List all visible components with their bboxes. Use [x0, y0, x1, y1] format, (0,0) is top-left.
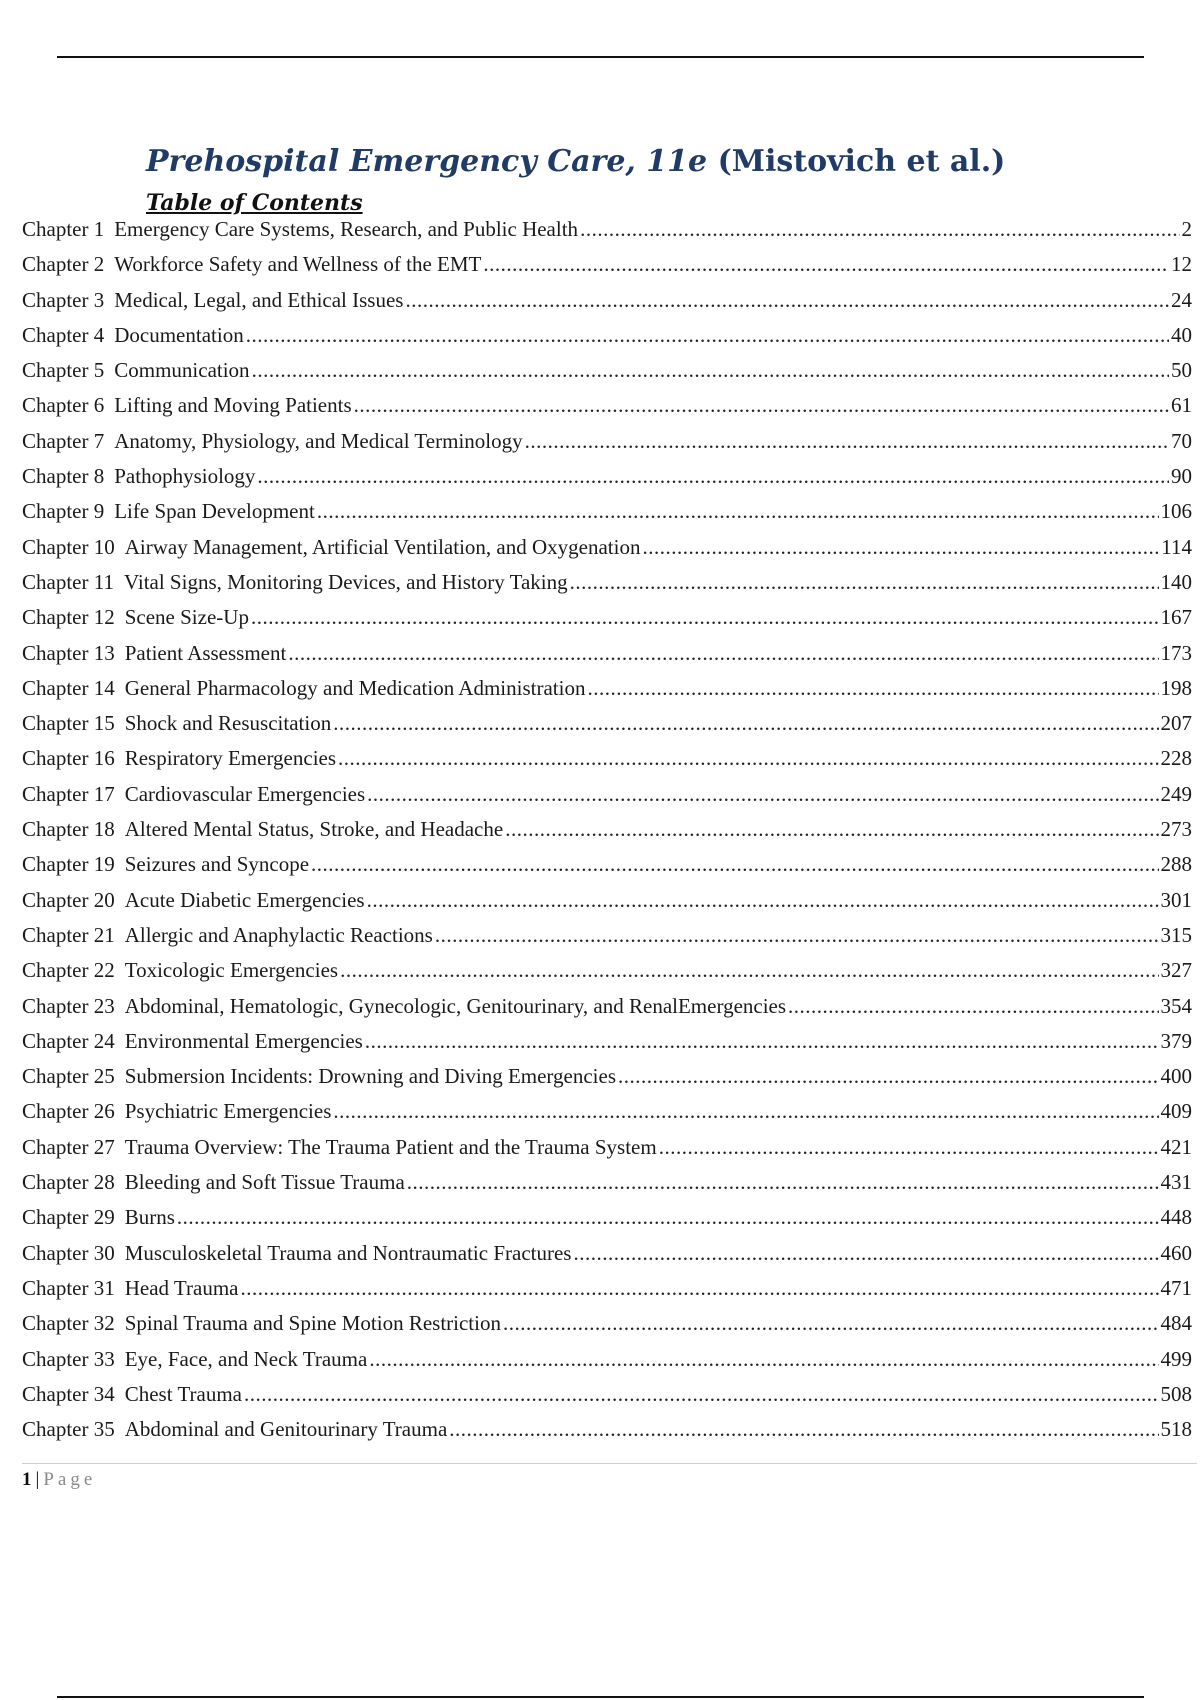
toc-chapter-title: Airway Management, Artificial Ventilation, and Oxygenation: [124, 534, 641, 559]
toc-chapter-title: Spinal Trauma and Spine Motion Restriction: [124, 1311, 501, 1336]
toc-chapter-title: Eye, Face, and Neck Trauma: [124, 1346, 368, 1371]
toc-chapter-number: Chapter 22: [22, 958, 115, 983]
toc-chapter-number: Chapter 10: [22, 534, 115, 559]
toc-chapter-title: General Pharmacology and Medication Administration: [124, 675, 586, 700]
toc-chapter-number: Chapter 3: [22, 287, 105, 312]
toc-chapter-number: Chapter 30: [22, 1240, 115, 1265]
toc-list: [22, 214, 1192, 1449]
toc-entry[interactable]: [22, 920, 1192, 955]
toc-chapter-title: Environmental Emergencies: [124, 1028, 363, 1053]
toc-chapter-title: Allergic and Anaphylactic Reactions: [124, 922, 433, 947]
toc-entry[interactable]: [22, 1132, 1192, 1167]
page-footer: [22, 1468, 96, 1492]
toc-chapter-title: Vital Signs, Monitoring Devices, and History Taking: [123, 569, 568, 594]
toc-dot-leader: [177, 1202, 1159, 1232]
toc-chapter-number: Chapter 2: [22, 252, 105, 277]
toc-entry[interactable]: [22, 285, 1192, 320]
toc-page-number: 24: [1171, 287, 1192, 312]
toc-page-number: 431: [1160, 1170, 1192, 1195]
toc-chapter-number: Chapter 31: [22, 1275, 115, 1300]
toc-dot-leader: [252, 355, 1169, 385]
toc-entry[interactable]: [22, 814, 1192, 849]
toc-entry[interactable]: [22, 390, 1192, 425]
toc-entry[interactable]: [22, 355, 1192, 390]
toc-page-number: 379: [1160, 1028, 1192, 1053]
toc-page-number: 288: [1160, 852, 1192, 877]
toc-chapter-title: Documentation: [114, 322, 244, 347]
toc-dot-leader: [505, 814, 1158, 844]
toc-dot-leader: [369, 1344, 1158, 1374]
document-title: [146, 142, 1005, 182]
toc-page-number: 61: [1171, 393, 1192, 418]
toc-chapter-number: Chapter 17: [22, 781, 115, 806]
toc-chapter-number: Chapter 24: [22, 1028, 115, 1053]
toc-page-number: 471: [1160, 1275, 1192, 1300]
toc-entry[interactable]: [22, 1061, 1192, 1096]
toc-chapter-number: Chapter 32: [22, 1311, 115, 1336]
toc-chapter-title: Lifting and Moving Patients: [114, 393, 352, 418]
toc-dot-leader: [587, 673, 1158, 703]
toc-dot-leader: [642, 532, 1159, 562]
bottom-rule: [57, 1696, 1144, 1698]
toc-entry[interactable]: [22, 638, 1192, 673]
toc-dot-leader: [503, 1308, 1159, 1338]
document-title-authors: (Mistovich et al.): [707, 144, 1006, 179]
toc-entry[interactable]: [22, 1273, 1192, 1308]
toc-chapter-number: Chapter 25: [22, 1064, 115, 1089]
toc-entry[interactable]: [22, 885, 1192, 920]
toc-dot-leader: [788, 991, 1158, 1021]
toc-entry[interactable]: [22, 1238, 1192, 1273]
toc-entry[interactable]: [22, 1344, 1192, 1379]
toc-dot-leader: [573, 1238, 1158, 1268]
toc-chapter-title: Psychiatric Emergencies: [124, 1099, 332, 1124]
toc-chapter-number: Chapter 29: [22, 1205, 115, 1230]
toc-dot-leader: [333, 1096, 1158, 1126]
toc-chapter-number: Chapter 20: [22, 887, 115, 912]
toc-page-number: 327: [1160, 958, 1192, 983]
toc-page-number: 484: [1160, 1311, 1192, 1336]
toc-entry[interactable]: [22, 249, 1192, 284]
toc-chapter-number: Chapter 19: [22, 852, 115, 877]
toc-dot-leader: [618, 1061, 1158, 1091]
toc-chapter-number: Chapter 21: [22, 922, 115, 947]
toc-entry[interactable]: [22, 1414, 1192, 1449]
toc-page-number: 400: [1160, 1064, 1192, 1089]
toc-chapter-number: Chapter 28: [22, 1170, 115, 1195]
toc-page-number: 106: [1160, 499, 1192, 524]
toc-chapter-number: Chapter 18: [22, 817, 115, 842]
toc-chapter-number: Chapter 8: [22, 464, 105, 489]
toc-chapter-title: Trauma Overview: The Trauma Patient and the Trauma System: [124, 1134, 657, 1159]
toc-entry[interactable]: [22, 602, 1192, 637]
footer-page-word: Page: [43, 1469, 97, 1490]
toc-chapter-title: Submersion Incidents: Drowning and Diving Emergencies: [124, 1064, 617, 1089]
toc-dot-leader: [659, 1132, 1159, 1162]
toc-chapter-title: Patient Assessment: [124, 640, 287, 665]
toc-page-number: 421: [1160, 1134, 1192, 1159]
toc-page-number: 409: [1160, 1099, 1192, 1124]
toc-entry[interactable]: [22, 708, 1192, 743]
toc-chapter-title: Seizures and Syncope: [124, 852, 310, 877]
toc-entry[interactable]: [22, 743, 1192, 778]
toc-dot-leader: [240, 1273, 1158, 1303]
toc-chapter-title: Abdominal, Hematologic, Gynecologic, Genitourinary, and RenalEmergencies: [124, 993, 787, 1018]
toc-chapter-title: Communication: [114, 358, 250, 383]
toc-entry[interactable]: [22, 214, 1192, 249]
toc-chapter-number: Chapter 15: [22, 711, 115, 736]
toc-page-number: 448: [1160, 1205, 1192, 1230]
toc-chapter-title: Bleeding and Soft Tissue Trauma: [124, 1170, 405, 1195]
toc-chapter-title: Toxicologic Emergencies: [124, 958, 339, 983]
toc-dot-leader: [257, 461, 1169, 491]
toc-chapter-title: Head Trauma: [124, 1275, 239, 1300]
toc-chapter-number: Chapter 1: [22, 217, 105, 241]
toc-dot-leader: [407, 1167, 1159, 1197]
toc-dot-leader: [333, 708, 1158, 738]
toc-dot-leader: [435, 920, 1159, 950]
toc-dot-leader: [525, 426, 1169, 456]
toc-entry[interactable]: [22, 461, 1192, 496]
toc-entry[interactable]: [22, 1308, 1192, 1343]
toc-dot-leader: [288, 638, 1158, 668]
toc-chapter-number: Chapter 12: [22, 605, 115, 630]
toc-entry[interactable]: [22, 1202, 1192, 1237]
toc-page-number: 2: [1181, 217, 1192, 241]
toc-chapter-number: Chapter 23: [22, 993, 115, 1018]
toc-entry[interactable]: [22, 955, 1192, 990]
toc-chapter-number: Chapter 7: [22, 428, 105, 453]
toc-chapter-title: Abdominal and Genitourinary Trauma: [124, 1417, 448, 1442]
toc-page-number: 315: [1160, 922, 1192, 947]
toc-entry[interactable]: [22, 426, 1192, 461]
toc-entry[interactable]: [22, 673, 1192, 708]
toc-page-number: 460: [1160, 1240, 1192, 1265]
toc-page-number: 173: [1160, 640, 1192, 665]
toc-entry[interactable]: [22, 1379, 1192, 1414]
toc-entry[interactable]: [22, 1167, 1192, 1202]
toc-entry[interactable]: [22, 1026, 1192, 1061]
toc-dot-leader: [580, 214, 1179, 244]
toc-chapter-number: Chapter 33: [22, 1346, 115, 1371]
toc-page-number: 228: [1160, 746, 1192, 771]
toc-chapter-title: Medical, Legal, and Ethical Issues: [114, 287, 404, 312]
toc-entry[interactable]: [22, 532, 1192, 567]
toc-page-number: 273: [1160, 817, 1192, 842]
toc-dot-leader: [311, 849, 1158, 879]
toc-dot-leader: [354, 390, 1169, 420]
toc-chapter-title: Acute Diabetic Emergencies: [124, 887, 365, 912]
toc-entry[interactable]: [22, 991, 1192, 1026]
toc-chapter-title: Chest Trauma: [124, 1381, 242, 1406]
toc-page-number: 499: [1160, 1346, 1192, 1371]
top-rule: [57, 56, 1144, 58]
toc-chapter-title: Emergency Care Systems, Research, and Public Health: [114, 217, 579, 241]
toc-dot-leader: [570, 567, 1159, 597]
toc-dot-leader: [367, 779, 1158, 809]
toc-chapter-title: Workforce Safety and Wellness of the EMT: [114, 252, 482, 277]
toc-page-number: 508: [1160, 1381, 1192, 1406]
toc-entry[interactable]: [22, 779, 1192, 814]
toc-chapter-number: Chapter 16: [22, 746, 115, 771]
toc-chapter-title: Shock and Resuscitation: [124, 711, 332, 736]
toc-dot-leader: [317, 496, 1159, 526]
toc-chapter-title: Musculoskeletal Trauma and Nontraumatic Fractures: [124, 1240, 572, 1265]
toc-heading: Table of Contents: [146, 190, 363, 216]
toc-dot-leader: [251, 602, 1159, 632]
toc-entry[interactable]: [22, 849, 1192, 884]
toc-chapter-title: Anatomy, Physiology, and Medical Terminology: [114, 428, 523, 453]
toc-page-number: 198: [1160, 675, 1192, 700]
toc-page-number: 12: [1171, 252, 1192, 277]
toc-chapter-title: Pathophysiology: [114, 464, 256, 489]
toc-chapter-number: Chapter 6: [22, 393, 105, 418]
footer-rule: [22, 1463, 1197, 1464]
toc-page-number: 301: [1160, 887, 1192, 912]
toc-chapter-title: Life Span Development: [114, 499, 315, 524]
toc-chapter-number: Chapter 4: [22, 322, 105, 347]
toc-chapter-title: Scene Size-Up: [124, 605, 249, 630]
toc-page-number: 167: [1160, 605, 1192, 630]
footer-page-number: 1: [22, 1469, 32, 1490]
toc-chapter-number: Chapter 14: [22, 675, 115, 700]
toc-page-number: 140: [1160, 569, 1192, 594]
toc-chapter-title: Cardiovascular Emergencies: [124, 781, 366, 806]
toc-chapter-number: Chapter 35: [22, 1417, 115, 1442]
toc-dot-leader: [483, 249, 1169, 279]
toc-dot-leader: [338, 743, 1158, 773]
toc-dot-leader: [365, 1026, 1159, 1056]
toc-entry[interactable]: [22, 496, 1192, 531]
toc-page-number: 354: [1160, 993, 1192, 1018]
toc-chapter-number: Chapter 13: [22, 640, 115, 665]
document-title-italic: Prehospital Emergency Care, 11e: [146, 144, 708, 179]
toc-chapter-number: Chapter 11: [22, 569, 114, 594]
toc-page-number: 70: [1171, 428, 1192, 453]
toc-page-number: 207: [1160, 711, 1192, 736]
toc-chapter-number: Chapter 26: [22, 1099, 115, 1124]
toc-page-number: 249: [1160, 781, 1192, 806]
toc-entry[interactable]: [22, 567, 1192, 602]
toc-entry[interactable]: [22, 320, 1192, 355]
toc-dot-leader: [246, 320, 1169, 350]
toc-dot-leader: [244, 1379, 1159, 1409]
toc-dot-leader: [367, 885, 1159, 915]
toc-chapter-number: Chapter 34: [22, 1381, 115, 1406]
toc-dot-leader: [449, 1414, 1158, 1444]
toc-page-number: 518: [1160, 1417, 1192, 1442]
toc-page-number: 114: [1161, 534, 1192, 559]
toc-chapter-number: Chapter 9: [22, 499, 105, 524]
toc-dot-leader: [340, 955, 1158, 985]
footer-separator: |: [35, 1469, 40, 1490]
toc-page-number: 50: [1171, 358, 1192, 383]
toc-entry[interactable]: [22, 1096, 1192, 1131]
toc-chapter-title: Respiratory Emergencies: [124, 746, 337, 771]
toc-chapter-number: Chapter 5: [22, 358, 105, 383]
toc-page-number: 90: [1171, 464, 1192, 489]
toc-page-number: 40: [1171, 322, 1192, 347]
toc-chapter-title: Burns: [124, 1205, 175, 1230]
toc-chapter-title: Altered Mental Status, Stroke, and Headache: [124, 817, 504, 842]
toc-chapter-number: Chapter 27: [22, 1134, 115, 1159]
toc-dot-leader: [405, 285, 1169, 315]
